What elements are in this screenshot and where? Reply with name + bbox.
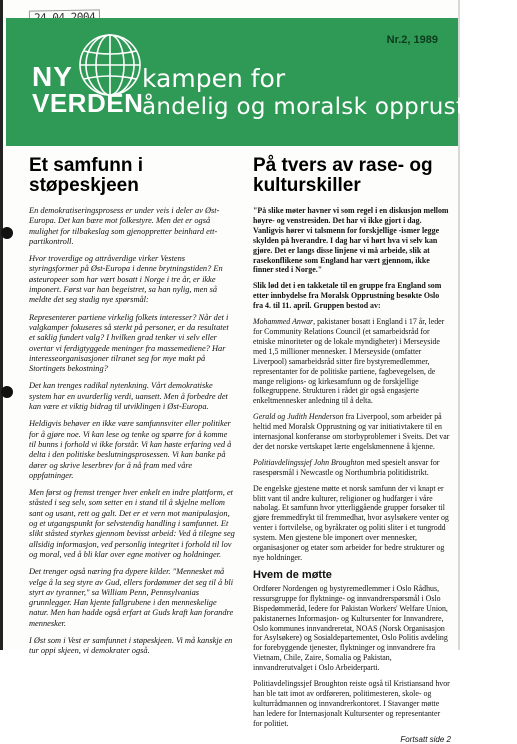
tagline-line1: kampen for	[142, 64, 286, 93]
right-paragraph	[253, 412, 451, 452]
subheading: Hvem de møtte	[253, 568, 332, 581]
left-article-title: Et samfunn i støpeskjeen	[29, 155, 144, 196]
left-paragraph: En demokratiseringsprosess er under veis i deler av Øst-Europa. Det kan bære mot folkestyre. Men det er også mulighet for tilbakeslag som gjenoppretter beinhard ett-partikontroll.	[29, 206, 220, 246]
left-article	[29, 156, 235, 664]
tagline-line2: åndelig og moralsk opprustning	[142, 94, 517, 120]
logo-verden-text: VERDEN	[32, 88, 144, 118]
person-description: med spesielt ansvar for rasespørsmål i Newcastle og Northumbria politidistrikt.	[253, 457, 440, 477]
person-name: Gerald og Judith Henderson	[253, 412, 344, 422]
right-paragraph	[253, 458, 451, 478]
logo-ny-text: NY	[32, 61, 73, 92]
left-paragraph: I Øst som i Vest er samfunnet i støpeskjeen. Vi må kanskje en tur oppi skjeen, vi demokrater også.	[29, 635, 233, 656]
person-description: , pakistaner bosatt i England i 17 år, leder for Community Relations Council (et samarbeidsråd for etniske minoriteter og de lokale myndigheter) i Merseyside med 1,5 millioner mennesker. I Merseyside (omfatter Liverpool) samarbeidsråd sitter fire bystyremedlemmer, representanter for de politiske partiene, fagbevegelsen, de mange religions- og kirkesamfunn og de forskjellige folkegruppene. Strukturen i rådet gir også engasjerte enkeltmennesker anledning til å delta.	[253, 317, 445, 406]
left-paragraph: Det kan trenges radikal nytenkning. Vårt demokratiske system har en uvurderlig verdi, uansett. Men å forbedre det kan være et viktig bidrag til utviklingen i Øst-Europa.	[29, 381, 228, 412]
lead-quote: "På slike møter havner vi som regel i en diskusjon mellom høyre- og venstresiden. Det har vi ikke gjort i dag. Vanligvis hører vi talsmenn for forskjellige -ismer legge skylden på hverandre. I dag har vi hørt hva vi selv kan gjøre. Det er langs disse linjene vi må arbeide, slik at rasekonflikene som England har vært gjennom, ikke finner sted i Norge."	[253, 206, 449, 275]
left-paragraph: Representerer partiene virkelig folkets interesser? Når det i valgkamper fokuseres så sterkt på personer, er da resultatet et saklig fundert valg? I hvilken grad tenker vi selv eller overtar vi ferdigtyggede meninger fra massemediene? Har interesseorganisasjoner tilranet seg for mye makt på Stortingets bekostning?	[29, 312, 229, 374]
right-paragraph	[253, 317, 451, 406]
right-article	[253, 156, 451, 744]
lead-summary: Slik lød det i en takketale til en gruppe fra England som etter innbydelse fra Moralsk Opprustning besøkte Oslo fra 4. til 11. april. Gruppen bestod av:	[253, 281, 442, 311]
masthead-banner	[6, 18, 517, 146]
continued-note: Fortsatt side 2	[400, 734, 451, 744]
left-paragraph: Heldigvis behøver en ikke være samfunnsviter eller politiker for å gjøre noe. Vi kan lese og tenke og spørre for å komme til bunns i forhold vi ikke forstår. Vi kan høste erfaring ved å delta i den politiske beslutningsprosessen. Vi kan banke på dører og skrive leserbrev for å nå fram med våre oppfatninger.	[29, 419, 232, 480]
left-paragraph: Men først og fremst trenger hver enkelt en indre plattform, et ståsted i seg selv, som setter en i stand til å skjelne mellom sant og usant, rett og galt. Det er et vern mot manipulasjon, og et utgangspunkt for selvstendig handling i samfunnet. Et slikt ståsted styrkes gjennom bevisst arbeid: Ved å tilegne seg allsidig informasjon, ved personlig integritet i forhold til lov og moral, ved å bli klar over egne motiver og holdninger.	[29, 488, 235, 559]
punch-hole	[1, 227, 13, 239]
punch-hole	[1, 386, 13, 398]
left-paragraph: Det trenger også næring fra dypere kilder. "Mennesket må velge å la seg styre av Gud, ellers fordømmer det seg til å bli styrt av tyranner," sa William Penn, Pennsylvanias grunnlegger. Han kjente fallgrubene i den menneskelige natur. Men han hadde også erfart at Guds kraft kan forandre mennesker.	[29, 567, 234, 628]
right-paragraph: Ordfører Nordengen og bystyremedlemmer i Oslo Rådhus, ressursgruppe for flyktninge- og innvandrerspørsmål i Oslo Bispedømmeråd, ledere for Pakistan Workers' Welfare Union, pakistanernes Informasjon- og Kultursenter for Innvandrere, Oslo kommunes innvandreretat, NOAS (Norsk Organisasjon for Asylsøkere) og Sosialdepartementet, Oslo Politis avdeling for forebyggende tjenester, flyktninger og innvandrere fra Vietnam, Chile, Zaire, Somalia og Pakistan, innvandrerutvalget i Oslo Arbeiderparti.	[253, 583, 448, 673]
left-paragraph: Hvor troverdige og attråverdige virker Vestens styringsformer på Øst-Europa i denne brytningstiden? En østeuropeer som har vært bosatt i Norge i tre år, er ikke imponert. Først var han begeistret, sa han nylig, men så meldte det seg stadig nye spørsmål:	[29, 254, 223, 305]
issue-number: Nr.2, 1989	[386, 34, 438, 46]
right-paragraph: De engelske gjestene møtte et norsk samfunn der vi knapt er blitt vant til andre kulturer, religioner og hudfarger i våre nabolag. Et samfunn hvor ytterliggående grupper forsøker til gjøre fremmedfrykt til fremmedhat, hvor asylsøkere venter og venter i fortvilelse, og byråkrater og politi sliter i et tungrodd system. Men gjestene ble imponert over mennesker, organisasjoner og etater som arbeider for bedre strukturer og nye holdninger.	[253, 483, 449, 562]
person-description: fra Liverpool, som arbeider på heltid med Moralsk Opprustning og var initiativtakere til en internasjonal konferanse om storbyproblemer i Sveits. Det var der det norske vertskapet lærte engelskmennene å kjenne.	[253, 412, 450, 451]
person-name: Mohammed Anwar	[253, 317, 314, 327]
right-article-title: På tvers av rase- og kulturskiller	[253, 155, 433, 196]
person-name: Politiavdelingssjef John Broughton	[253, 457, 365, 467]
right-paragraph: Politiavdelingssjef Broughton reiste også til Kristiansand hvor han ble tatt imot av ordføreren, politimesteren, skole- og kulturrådmannen og innvandrerkontoret. I Stavanger møtte han ledere for Internasjonalt Kultursenter og representanter for politiet.	[253, 679, 450, 728]
